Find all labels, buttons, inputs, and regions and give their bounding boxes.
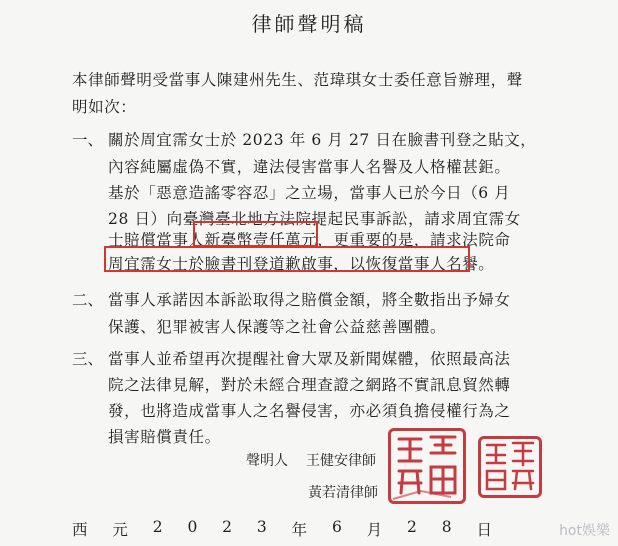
section-3-line-1: 當事人並希望再次提醒社會大眾及新聞媒體，依照最高法: [108, 350, 511, 368]
intro-line-2: 明如次：: [72, 98, 137, 116]
lawyer-2-signature: 黃若清律師: [308, 485, 378, 501]
highlight-box-apology: [104, 246, 470, 272]
section-1-line-1: 關於周宜霈女士於 2023 年 6 月 27 日在臉書刊登之貼文，: [108, 131, 537, 149]
line-5-pre: 士賠償當事人: [108, 231, 205, 249]
section-3-line-3: 發，也將造成當事人之名譽侵害，亦必須負擔侵權行為之: [108, 402, 511, 420]
date-year-label: 年: [291, 521, 308, 539]
date-month-label: 月: [366, 521, 383, 539]
section-2-line-2: 保護、犯罪被害人保護等之社會公益慈善團體。: [108, 318, 447, 336]
section-1-line-2: 內容純屬虛偽不實，違法侵害當事人名譽及人格權甚鉅。: [108, 158, 511, 176]
date-month-num: 6: [331, 518, 342, 536]
date-day-d2: 8: [441, 518, 452, 536]
compensation-amount: 新臺幣壹仟萬元: [204, 231, 318, 249]
date-day-d1: 2: [407, 518, 417, 536]
intro-line-1: 本律師聲明受當事人陳建州先生、范瑋琪女士委任意旨辦理，聲: [72, 71, 523, 89]
lawyer-seal-huang: [478, 436, 542, 498]
line-5-post: ，更重要的是，請求法院命: [317, 231, 511, 249]
lawyer-seal-wang: [388, 428, 466, 504]
section-3-number: 三、: [72, 350, 104, 368]
date-era-2: 元: [112, 521, 128, 539]
section-2-line-1: 當事人承諾因本訴訟取得之賠償金額，將全數指出予婦女: [108, 291, 511, 309]
highlight-box-amount: [193, 221, 318, 247]
watermark: hot娛樂: [559, 523, 610, 539]
declarant-label: 聲明人: [246, 453, 288, 469]
date-year-d4: 3: [256, 518, 267, 536]
section-3-line-4: 損害賠償責任。: [108, 428, 221, 446]
page-title: 律師聲明稿: [251, 12, 367, 36]
date-year-d2: 0: [187, 518, 198, 536]
section-1-line-6: 周宜霈女士於臉書刊登道歉啟事，以恢復當事人名譽。: [108, 255, 495, 273]
section-2-number: 二、: [72, 291, 104, 309]
date-year-d1: 2: [152, 518, 163, 536]
date-line: [72, 518, 492, 540]
seal-wang-pattern: [391, 431, 463, 501]
seal-huang-pattern: [481, 439, 539, 495]
lawyer-1-signature: 王健安律師: [306, 453, 376, 469]
section-1-line-4: 28 日）向臺灣臺北地方法院提起民事訴訟，請求周宜霈女: [108, 210, 521, 228]
section-1-line-3: 基於「惡意造謠零容忍」之立場，當事人已於今日（6 月: [108, 184, 511, 202]
section-1-number: 一、: [72, 131, 104, 149]
date-year-d3: 2: [222, 518, 233, 536]
date-day-label: 日: [476, 521, 492, 539]
section-3-line-2: 院之法律見解，對於未經合理查證之網路不實訊息貿然轉: [108, 376, 511, 394]
date-era-1: 西: [72, 521, 88, 539]
